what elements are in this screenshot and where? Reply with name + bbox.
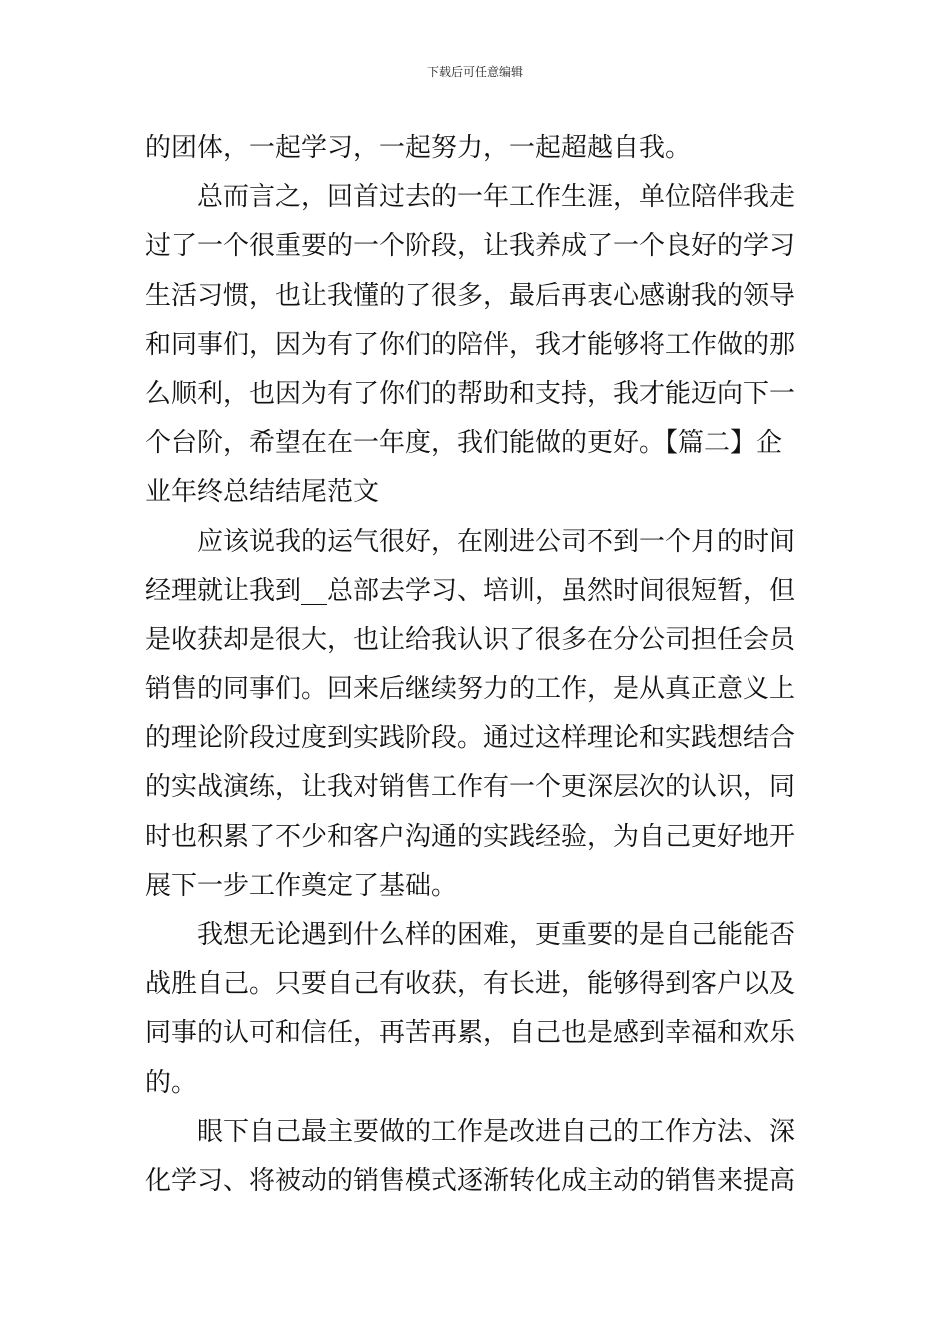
body-line: 展下一步工作奠定了基础。 <box>145 870 458 901</box>
body-line: 的理论阶段过度到实践阶段。通过这样理论和实践想结合 <box>145 723 796 754</box>
body-line: 个台阶，希望在在一年度，我们能做的更好。【篇二】企 <box>145 428 783 459</box>
body-line: 同事的认可和信任，再苦再累，自己也是感到幸福和欢乐 <box>145 1018 796 1049</box>
body-line: 业年终总结结尾范文 <box>145 477 380 508</box>
body-line: 过了一个很重要的一个阶段，让我养成了一个良好的学习 <box>145 231 796 262</box>
body-line: 生活习惯，也让我懂的了很多，最后再衷心感谢我的领导 <box>145 280 796 311</box>
body-line-paragraph-start: 我想无论遇到什么样的困难，更重要的是自己能能否 <box>197 920 796 950</box>
body-line: 是收获却是很大，也让给我认识了很多在分公司担任会员 <box>145 624 796 655</box>
body-line: 销售的同事们。回来后继续努力的工作，是从真正意义上 <box>145 674 796 705</box>
body-line: 的团体，一起学习，一起努力，一起超越自我。 <box>145 133 692 163</box>
body-line: 的。 <box>145 1067 198 1098</box>
body-line: 化学习、将被动的销售模式逐渐转化成主动的销售来提高 <box>145 1165 796 1196</box>
body-line: 么顺利，也因为有了你们的帮助和支持，我才能迈向下一 <box>145 378 796 409</box>
body-line: 经理就让我到__总部去学习、培训，虽然时间很短暂，但 <box>145 575 796 606</box>
body-line: 战胜自己。只要自己有收获，有长进，能够得到客户以及 <box>145 969 796 1000</box>
body-line-paragraph-start: 眼下自己最主要做的工作是改进自己的工作方法、深 <box>197 1116 796 1147</box>
body-line: 时也积累了不少和客户沟通的实践经验，为自己更好地开 <box>145 821 796 852</box>
body-line: 和同事们，因为有了你们的陪伴，我才能够将工作做的那 <box>145 329 796 360</box>
body-line: 的实战演练，让我对销售工作有一个更深层次的认识，同 <box>145 772 796 803</box>
body-line-paragraph-start: 总而言之，回首过去的一年工作生涯，单位陪伴我走 <box>197 182 796 213</box>
page-header-note: 下载后可任意编辑 <box>426 65 523 79</box>
document-body <box>145 124 810 1206</box>
body-line-paragraph-start: 应该说我的运气很好，在刚进公司不到一个月的时间 <box>197 526 796 557</box>
